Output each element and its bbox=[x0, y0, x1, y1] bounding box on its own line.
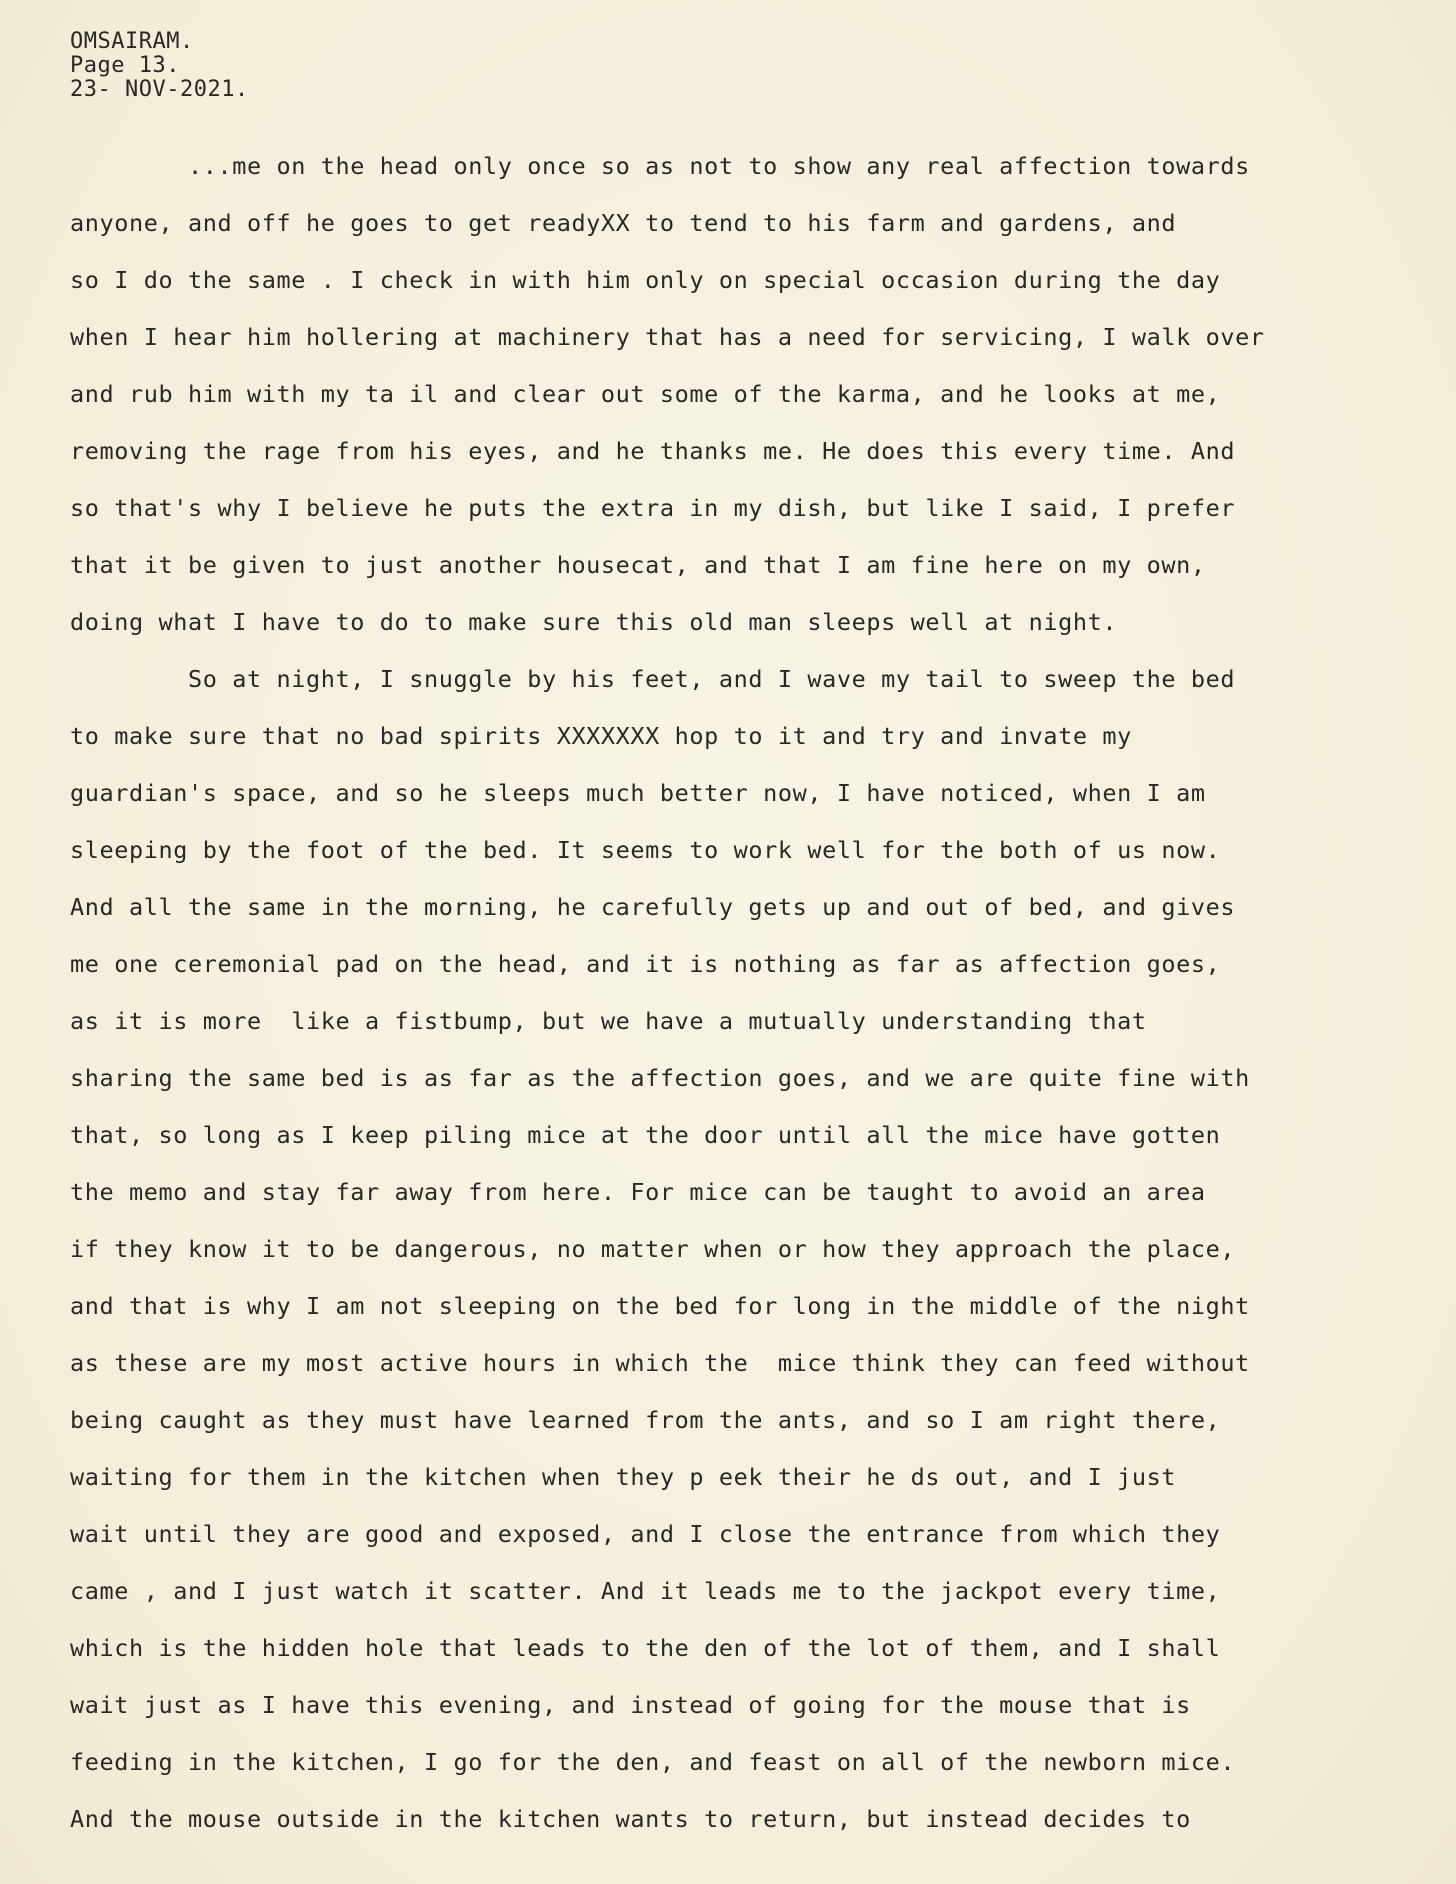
text-line: and that is why I am not sleeping on the bed for long in the middle of the night bbox=[70, 1292, 1250, 1320]
text-line: the memo and stay far away from here. For mice can be taught to avoid an area bbox=[70, 1178, 1206, 1206]
text-line: wait until they are good and exposed, and I close the entrance from which they bbox=[70, 1520, 1221, 1548]
header-page-number: Page 13. bbox=[70, 53, 180, 78]
typed-body bbox=[70, 148, 1450, 1858]
text-line: feeding in the kitchen, I go for the den, and feast on all of the newborn mice. bbox=[70, 1748, 1236, 1776]
text-line: as these are my most active hours in which the mice think they can feed without bbox=[70, 1349, 1250, 1377]
text-line: came , and I just watch it scatter. And it leads me to the jackpot every time, bbox=[70, 1577, 1221, 1605]
header-date: 23- NOV-2021. bbox=[70, 77, 249, 102]
text-line: sharing the same bed is as far as the affection goes, and we are quite fine with bbox=[70, 1064, 1250, 1092]
text-line: removing the rage from his eyes, and he thanks me. He does this every time. And bbox=[70, 437, 1236, 465]
text-line: as it is more like a fistbump, but we have a mutually understanding that bbox=[70, 1007, 1147, 1035]
text-line: me one ceremonial pad on the head, and it is nothing as far as affection goes, bbox=[70, 950, 1221, 978]
text-line: to make sure that no bad spirits XXXXXXX hop to it and try and invate my bbox=[70, 722, 1132, 750]
text-line: And the mouse outside in the kitchen wants to return, but instead decides to bbox=[70, 1805, 1191, 1833]
text-line: which is the hidden hole that leads to the den of the lot of them, and I shall bbox=[70, 1634, 1221, 1662]
text-line: So at night, I snuggle by his feet, and I wave my tail to sweep the bed bbox=[70, 665, 1236, 693]
text-line: guardian's space, and so he sleeps much better now, I have noticed, when I am bbox=[70, 779, 1206, 807]
text-line: when I hear him hollering at machinery that has a need for servicing, I walk over bbox=[70, 323, 1265, 351]
text-line: if they know it to be dangerous, no matter when or how they approach the place, bbox=[70, 1235, 1236, 1263]
text-line: ...me on the head only once so as not to show any real affection towards bbox=[70, 152, 1250, 180]
page-header bbox=[70, 30, 249, 102]
text-line: and rub him with my ta il and clear out some of the karma, and he looks at me, bbox=[70, 380, 1221, 408]
text-line: doing what I have to do to make sure this old man sleeps well at night. bbox=[70, 608, 1118, 636]
text-line: being caught as they must have learned from the ants, and so I am right there, bbox=[70, 1406, 1221, 1434]
text-line: waiting for them in the kitchen when they p eek their he ds out, and I just bbox=[70, 1463, 1177, 1491]
text-line: so that's why I believe he puts the extra in my dish, but like I said, I prefer bbox=[70, 494, 1236, 522]
text-line: And all the same in the morning, he carefully gets up and out of bed, and gives bbox=[70, 893, 1236, 921]
text-line: sleeping by the foot of the bed. It seems to work well for the both of us now. bbox=[70, 836, 1221, 864]
text-line: that it be given to just another housecat, and that I am fine here on my own, bbox=[70, 551, 1206, 579]
text-line: wait just as I have this evening, and instead of going for the mouse that is bbox=[70, 1691, 1191, 1719]
header-title: OMSAIRAM. bbox=[70, 29, 194, 54]
text-line: so I do the same . I check in with him only on special occasion during the day bbox=[70, 266, 1221, 294]
text-line: anyone, and off he goes to get readyXX to tend to his farm and gardens, and bbox=[70, 209, 1177, 237]
text-line: that, so long as I keep piling mice at the door until all the mice have gotten bbox=[70, 1121, 1221, 1149]
